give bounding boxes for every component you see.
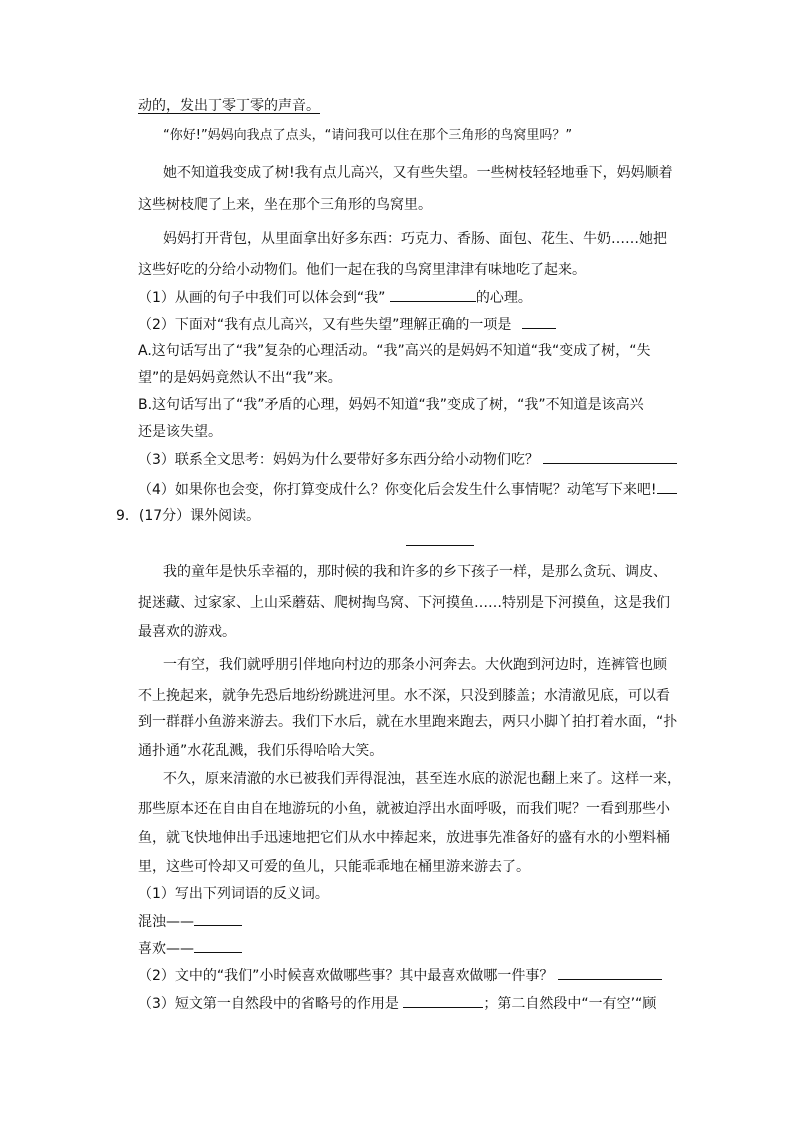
section-heading: 9．(17分）课外阅读。 (116, 508, 261, 524)
paragraph-line: 最喜欢的游戏。 (138, 624, 236, 640)
question-4 (138, 479, 677, 500)
answer-blank-1[interactable] (390, 287, 476, 302)
paragraph-line: 妈妈打开背包，从里面拿出好多东西：巧克力、香肠、面包、花生、牛奶……她把 (163, 231, 667, 247)
answer-blank-4[interactable] (657, 479, 677, 494)
paragraph-line: 捉迷藏、过家家、上山采蘑菇、爬树掏鸟窝、下河摸鱼……特别是下河摸鱼，这是我们 (138, 595, 670, 611)
paragraph-line: 到一群群小鱼游来游去。我们下水后，就在水里跑来跑去，两只小脚丫拍打着水面，“扑 (138, 714, 678, 730)
paragraph-line: 那些原本还在自由自在地游玩的小鱼，就被迫浮出水面呼吸，而我们呢？一看到那些小 (138, 801, 670, 817)
antonym-word-1: 混浊—— (138, 914, 194, 930)
question-2-text: （2）下面对“我有点儿高兴，又有些失望”理解正确的一项是 (138, 317, 512, 333)
question-4-text: （4）如果你也会变，你打算变成什么？你变化后会发生什么事情呢？动笔写下来吧! (138, 482, 657, 498)
underlined-passage-end: 动的，发出丁零丁零的声音。 (138, 98, 320, 114)
answer-blank-2[interactable] (522, 314, 556, 329)
answer-blank-9-2[interactable] (558, 965, 662, 980)
paragraph-line: 不上挽起来，就争先恐后地纷纷跳进河里。水不深，只没到膝盖；水清澈见底，可以看 (138, 688, 670, 704)
title-blank[interactable] (406, 545, 474, 546)
paragraph-line: 通扑通”水花乱溅，我们乐得哈哈大笑。 (138, 743, 384, 759)
question-1-suffix: 的心理。 (475, 290, 532, 306)
paragraph-line: 她不知道我变成了树!我有点儿高兴，又有些失望。一些树枝轻轻地垂下，妈妈顺着 (163, 165, 673, 181)
option-a-line2: 望”的是妈妈竟然认不出“我”来。 (138, 370, 342, 386)
question-9-3-suffix: ；第二自然段中“一有空’“顾 (483, 996, 657, 1012)
paragraph-line: 一有空，我们就呼朋引伴地向村边的那条小河奔去。大伙跑到河边时，连裤管也顾 (163, 657, 667, 673)
paragraph-line: 鱼，就飞快地伸出手迅速地把它们从水中捧起来，放进事先准备好的盛有水的小塑料桶 (138, 830, 670, 846)
question-9-3-text: （3）短文第一自然段中的省略号的作用是 (138, 996, 399, 1012)
paragraph-line: 这些树枝爬了上来，坐在那个三角形的鸟窝里。 (138, 197, 432, 213)
paragraph-line: 不久，原来清澈的水已被我们弄得混浊，甚至连水底的淤泥也翻上来了。这样一来， (163, 771, 681, 787)
question-9-3 (138, 993, 656, 1014)
question-9-1: （1）写出下列词语的反义词。 (138, 886, 329, 902)
question-9-2 (138, 965, 662, 986)
antonym-blank-1[interactable] (194, 911, 242, 926)
option-b-line1: B.这句话写出了“我”矛盾的心理，妈妈不知道“我”变成了树，“我”不知道是该高兴 (138, 397, 644, 413)
question-1-text: （1）从画的句子中我们可以体会到“我” (138, 290, 386, 306)
antonym-blank-2[interactable] (194, 938, 242, 953)
question-1 (138, 287, 532, 308)
option-a-line1: A.这句话写出了“我”复杂的心理活动。“我”高兴的是妈妈不知道“我“变成了树，“失 (138, 343, 651, 359)
paragraph-line: 这些好吃的分给小动物们。他们一起在我的鸟窝里津津有味地吃了起来。 (138, 262, 586, 278)
option-b-line2: 还是该失望。 (138, 424, 222, 440)
antonym-word-2: 喜欢—— (138, 941, 194, 957)
antonym-row-1 (138, 911, 242, 932)
antonym-row-2 (138, 938, 242, 959)
question-3-text: （3）联系全文思考：妈妈为什么要带好多东西分给小动物们吃？ (138, 452, 539, 468)
answer-blank-3[interactable] (543, 449, 677, 464)
paragraph-line: 我的童年是快乐幸福的，那时候的我和许多的乡下孩子一样，是那么贪玩、调皮、 (163, 564, 667, 580)
question-3 (138, 449, 677, 470)
paragraph-line: 里，这些可怜却又可爱的鱼儿，只能乖乖地在桶里游来游去了。 (138, 859, 530, 875)
question-2 (138, 314, 556, 335)
answer-blank-9-3[interactable] (403, 993, 483, 1008)
dialogue-line: “你好!”妈妈向我点了点头，“请问我可以住在那个三角形的鸟窝里吗？” (163, 128, 573, 143)
question-9-2-text: （2）文中的“我们”小时候喜欢做哪些事？其中最喜欢做哪一件事？ (138, 968, 554, 984)
